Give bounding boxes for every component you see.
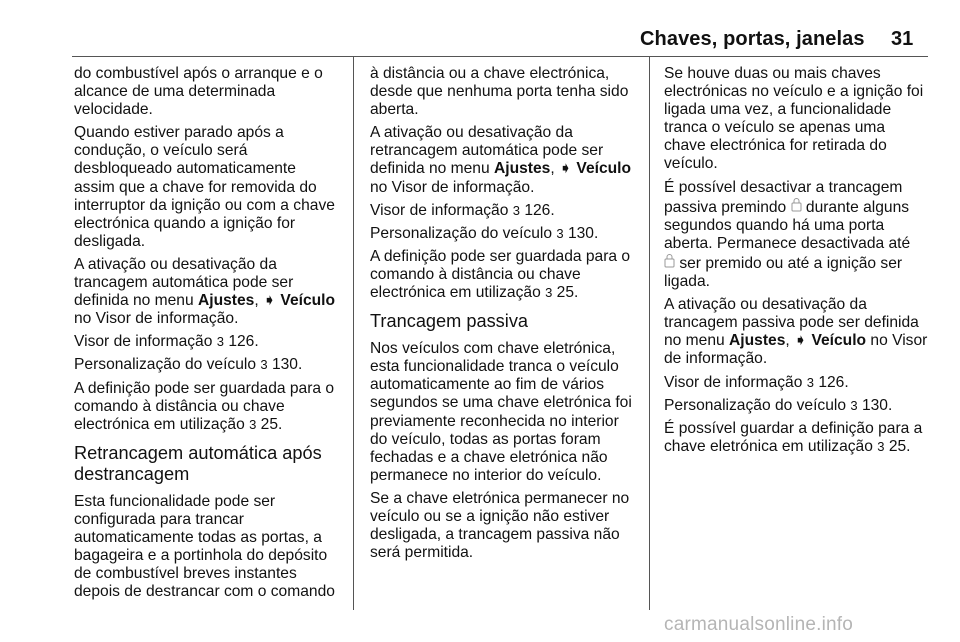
paragraph: A ativação ou desativação da trancagem automática pode ser definida no menu Ajustes, ➧ Veículo no Visor de informação.: [74, 255, 336, 328]
column-divider-2: [649, 57, 650, 610]
paragraph: Esta funcionalidade pode ser configurada para trancar automaticamente todas as portas, a bagageira e a portinhola do depósito de combustível breves instantes depois de destrancar com o comando: [74, 492, 335, 601]
page-reference: Personalização do veículo 3 130.: [74, 356, 303, 374]
section-heading: Retrancagem automática após destrancagem: [74, 442, 322, 484]
column-2: [370, 65, 642, 567]
reference-arrow-icon: 3: [806, 374, 814, 390]
page-reference: Personalização do veículo 3 130.: [370, 224, 599, 242]
reference-arrow-icon: 3: [249, 416, 257, 432]
watermark: carmanualsonline.info: [664, 614, 854, 635]
menu-arrow-icon: ➧: [263, 292, 277, 310]
menu-label-ajustes: Ajustes: [729, 332, 786, 350]
reference-arrow-icon: 3: [216, 334, 224, 350]
column-3: [664, 65, 938, 461]
reference-arrow-icon: 3: [260, 357, 268, 373]
menu-label-ajustes: Ajustes: [493, 160, 551, 178]
page-reference: Visor de informação 3 126.: [664, 373, 849, 391]
page-reference: Visor de informação 3 126.: [74, 333, 259, 351]
menu-arrow-icon: ➧: [794, 332, 808, 350]
menu-label-ajustes: Ajustes: [197, 292, 255, 310]
paragraph: A definição pode ser guardada para o comando à distância ou chave electrónica em utilização 3 25.: [74, 379, 335, 433]
menu-arrow-icon: ➧: [559, 160, 573, 178]
paragraph: do combustível após o arranque e o alcance de uma determinada velocidade.: [74, 65, 323, 119]
paragraph: à distância ou a chave electrónica, desde que nenhuma porta tenha sido aberta.: [370, 65, 629, 119]
paragraph: Se a chave eletrónica permanecer no veículo ou se a ignição não estiver desligada, a trancagem passiva não será permitida.: [370, 489, 630, 562]
reference-arrow-icon: 3: [556, 225, 564, 241]
paragraph: Se houve duas ou mais chaves electrónicas no veículo e a ignição foi ligada uma vez, a funcionalidade tranca o veículo se apenas uma chave electrónica for retirada do veículo.: [664, 65, 924, 173]
page-reference: Visor de informação 3 126.: [370, 201, 555, 219]
menu-label-veiculo: Veículo: [576, 160, 632, 178]
page-number: 31: [891, 28, 914, 50]
page-reference: Personalização do veículo 3 130.: [664, 396, 893, 414]
section-heading: Trancagem passiva: [370, 311, 529, 332]
menu-label-veiculo: Veículo: [280, 292, 336, 310]
lock-button-icon: [791, 197, 802, 217]
paragraph: A ativação ou desativação da trancagem passiva pode ser definida no menu Ajustes, ➧ Veículo no Visor de informação.: [664, 296, 928, 368]
column-1: [74, 65, 348, 606]
paragraph: É possível guardar a definição para a chave eletrónica em utilização 3 25.: [664, 419, 923, 455]
paragraph: A ativação ou desativação da retrancagem automática pode ser definida no menu Ajustes, ➧ Veículo no Visor de informação.: [370, 124, 632, 196]
reference-arrow-icon: 3: [877, 438, 885, 454]
lock-button-icon: [664, 253, 675, 273]
reference-arrow-icon: 3: [545, 285, 553, 301]
page-header-title: Chaves, portas, janelas: [640, 28, 865, 50]
paragraph: Quando estiver parado após a condução, o veículo será desbloqueado automaticamente assim que a chave for removida do interruptor da ignição ou com a chave electrónica quando a ignição for desligada.: [74, 124, 335, 250]
menu-label-veiculo: Veículo: [811, 332, 867, 350]
column-divider-1: [353, 57, 354, 610]
header-divider: [72, 56, 928, 57]
reference-arrow-icon: 3: [512, 202, 520, 218]
paragraph: É possível desactivar a trancagem passiva premindo durante alguns segundos quando há uma porta aberta. Permanece desactivada até ser premido ou até a ignição ser ligada.: [664, 178, 911, 291]
paragraph: A definição pode ser guardada para o comando à distância ou chave electrónica em utilização 3 25.: [370, 247, 631, 302]
reference-arrow-icon: 3: [850, 397, 858, 413]
paragraph: Nos veículos com chave eletrónica, esta funcionalidade tranca o veículo automaticamente ao fim de vários segundos se uma chave eletrónica foi previamente reconhecida no interior do veículo, todas as portas foram fechadas e a chave eletrónica não permanece no interior do veículo.: [370, 340, 632, 484]
